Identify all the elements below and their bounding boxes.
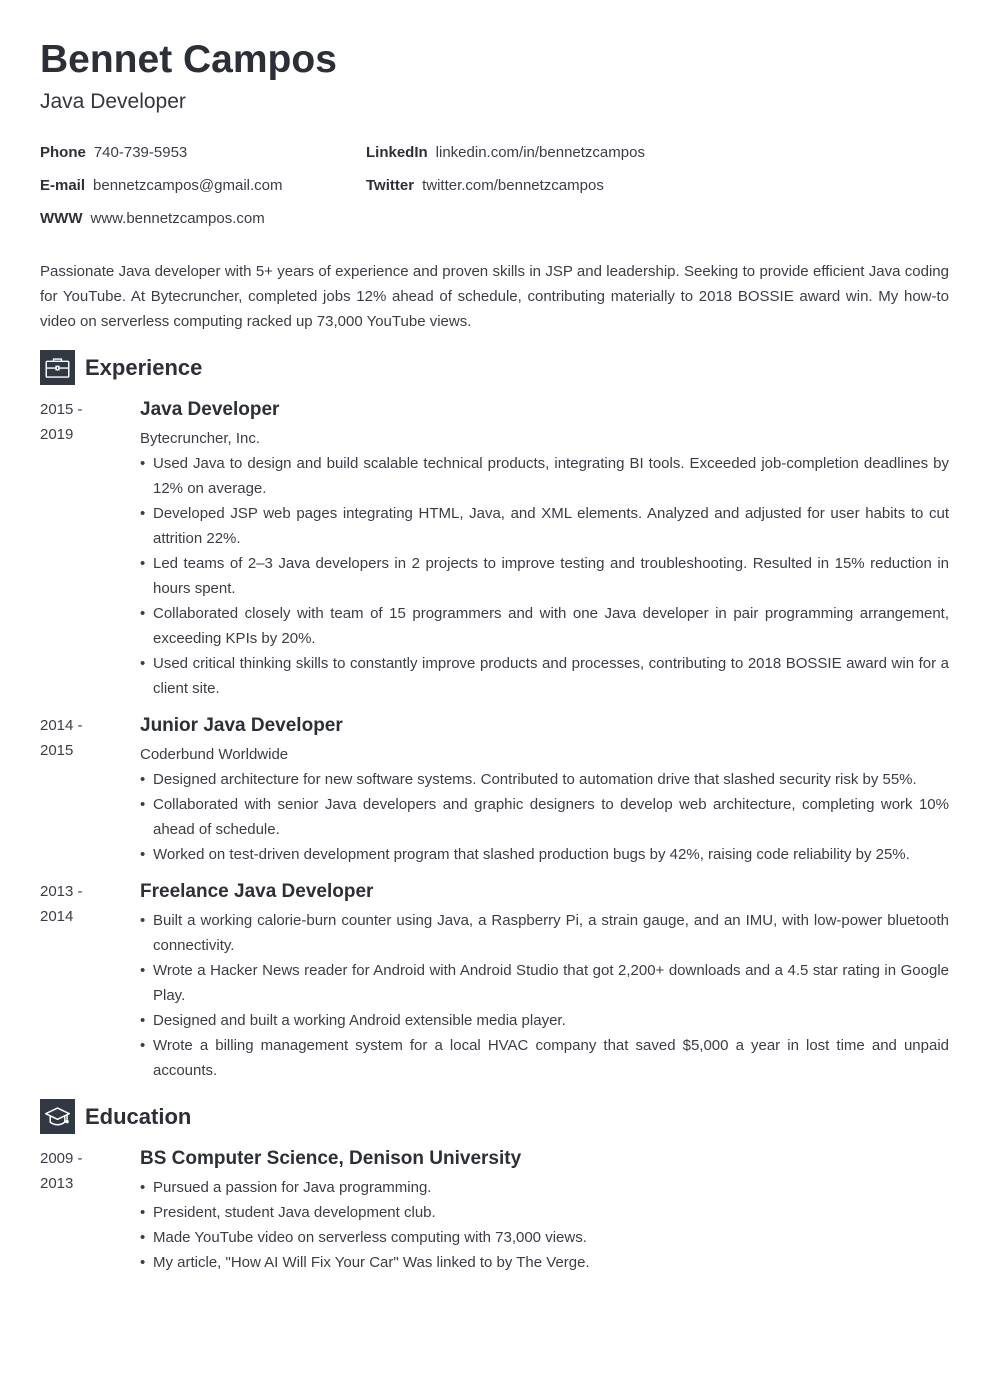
- bullet-list: [140, 908, 949, 1083]
- candidate-role: Java Developer: [40, 90, 186, 113]
- contact-label: E-mail: [40, 177, 86, 194]
- entry-end: 2014: [40, 908, 74, 925]
- education-list: [40, 1146, 949, 1275]
- list-item: • Used Java to design and build scalable technical products, integrating BI tools. Exceeded job-completion deadlines by 12% on average.: [140, 451, 949, 501]
- entry-end: 2015: [40, 742, 74, 759]
- contact-email: [40, 169, 366, 202]
- list-item: • Designed and built a working Android extensible media player.: [140, 1008, 949, 1033]
- bullet-list: [140, 451, 949, 701]
- entry-dates: [40, 879, 140, 1083]
- entry-company: Bytecruncher, Inc.: [140, 430, 261, 447]
- contact-label: Phone: [40, 144, 86, 161]
- contact-value: 740-739-5953: [93, 144, 188, 161]
- contact-value: bennetzcampos@gmail.com: [93, 177, 283, 194]
- education-section-header: [40, 1099, 949, 1134]
- candidate-name: Bennet Campos: [40, 38, 337, 81]
- list-item: • Designed architecture for new software systems. Contributed to automation drive that slashed security risk by 55%.: [140, 767, 949, 792]
- list-item: • Collaborated with senior Java developers and graphic designers to develop web architecture, completing work 10% ahead of schedule.: [140, 792, 949, 842]
- entry-company: Coderbund Worldwide: [140, 746, 289, 763]
- bullet-list: [140, 767, 949, 867]
- contact-list: [40, 136, 949, 235]
- list-item: • Used critical thinking skills to constantly improve products and processes, contributing to 2018 BOSSIE award win for a client site.: [140, 651, 949, 701]
- list-item: • Made YouTube video on serverless computing with 73,000 views.: [140, 1225, 949, 1250]
- entry-title: BS Computer Science, Denison University: [140, 1148, 522, 1169]
- list-item: • My article, "How AI Will Fix Your Car" Was linked to by The Verge.: [140, 1250, 949, 1275]
- contact-label: WWW: [40, 210, 83, 227]
- entry-dates: [40, 713, 140, 867]
- list-item: • Wrote a Hacker News reader for Android with Android Studio that got 2,200+ downloads and a 4.5 star rating in Google Play.: [140, 958, 949, 1008]
- contact-website: [40, 202, 366, 235]
- entry-end: 2019: [40, 426, 74, 443]
- entry-start: 2013 -: [40, 883, 83, 900]
- experience-entry: [40, 879, 949, 1083]
- contact-value: www.bennetzcampos.com: [90, 210, 265, 227]
- education-entry: [40, 1146, 949, 1275]
- contact-phone: [40, 136, 366, 169]
- graduation-cap-icon: [40, 1099, 75, 1134]
- summary-paragraph: Passionate Java developer with 5+ years of experience and proven skills in JSP and leadership. Seeking to provide efficient Java coding for YouTube. At Bytecruncher, completed jobs 12% ahead of schedule, contributing materially to 2018 BOSSIE award win. My how-to video on serverless computing racked up 73,000 YouTube views.: [40, 263, 949, 330]
- list-item: • Built a working calorie-burn counter using Java, a Raspberry Pi, a strain gauge, and an IMU, with low-power bluetooth connectivity.: [140, 908, 949, 958]
- list-item: • Developed JSP web pages integrating HTML, Java, and XML elements. Analyzed and adjusted for user habits to cut attrition 22%.: [140, 501, 949, 551]
- section-title: Education: [85, 1103, 192, 1129]
- entry-dates: [40, 1146, 140, 1275]
- list-item: • Wrote a billing management system for a local HVAC company that saved $5,000 a year in lost time and unpaid accounts.: [140, 1033, 949, 1083]
- briefcase-icon: [40, 350, 75, 385]
- bullet-list: [140, 1175, 949, 1275]
- contact-value: linkedin.com/in/bennetzcampos: [435, 144, 645, 161]
- list-item: • Collaborated closely with team of 15 programmers and with one Java developer in pair programming arrangement, exceeding KPIs by 20%.: [140, 601, 949, 651]
- list-item: • Worked on test-driven development program that slashed production bugs by 42%, raising code reliability by 25%.: [140, 842, 949, 867]
- entry-dates: [40, 397, 140, 701]
- contact-label: LinkedIn: [366, 144, 428, 161]
- list-item: • Pursued a passion for Java programming.: [140, 1175, 949, 1200]
- contact-linkedin: [366, 136, 949, 169]
- contact-value: twitter.com/bennetzcampos: [422, 177, 604, 194]
- entry-start: 2015 -: [40, 401, 83, 418]
- experience-entry: [40, 397, 949, 701]
- contact-twitter: [366, 169, 949, 202]
- entry-start: 2014 -: [40, 717, 83, 734]
- experience-entry: [40, 713, 949, 867]
- list-item: • Led teams of 2–3 Java developers in 2 projects to improve testing and troubleshooting. Resulted in 15% reduction in hours spent.: [140, 551, 949, 601]
- entry-end: 2013: [40, 1175, 74, 1192]
- entry-title: Freelance Java Developer: [140, 881, 374, 902]
- section-title: Experience: [85, 354, 203, 380]
- list-item: • President, student Java development club.: [140, 1200, 949, 1225]
- contact-label: Twitter: [366, 177, 415, 194]
- entry-title: Junior Java Developer: [140, 715, 343, 736]
- entry-start: 2009 -: [40, 1150, 83, 1167]
- experience-list: [40, 397, 949, 1083]
- experience-section-header: [40, 350, 949, 385]
- entry-title: Java Developer: [140, 399, 280, 420]
